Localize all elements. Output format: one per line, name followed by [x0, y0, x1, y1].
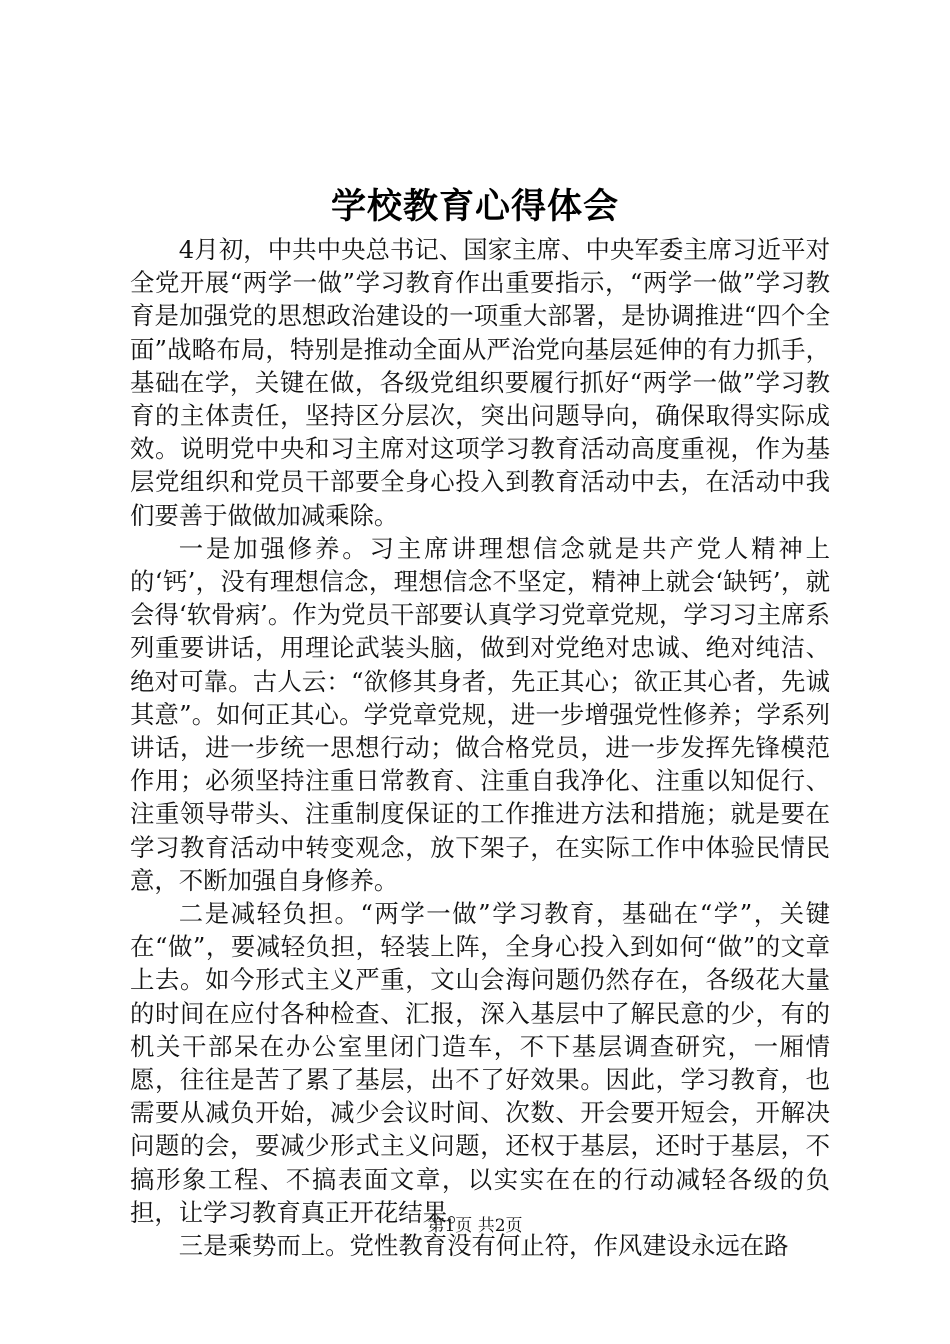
paragraph-momentum: 三是乘势而上。党性教育没有何止符，作风建设永远在路: [178, 1231, 789, 1261]
page-number-footer: 第1页 共2页: [427, 1216, 523, 1236]
paragraph-strengthen-cultivation: 一是加强修养。习主席讲理想信念就是共产党人精神上的‘钙’，没有理想信念，理想信念不坚定，精神上就会‘缺钙’，就会得‘软骨病’。作为党员干部要认真学习党章党规，学习习主席系列重要讲话，用理论武装头脑，做到对党绝对忠诚、绝对纯洁、绝对可靠。古人云：“欲修其身者，先正其心；欲正其心者，先诚其意”。如何正其心。学党章党规，进一步增强党性修养；学系列讲话，进一步统一思想行动；做合格党员，进一步发挥先锋模范作用；必须坚持注重日常教育、注重自我净化、注重以知促行、注重领导带头、注重制度保证的工作推进方法和措施；就是要在学习教育活动中转变观念，放下架子，在实际工作中体验民情民意，不断加强自身修养。: [130, 533, 830, 895]
paragraph-intro: 4月初，中共中央总书记、国家主席、中央军委主席习近平对全党开展“两学一做”学习教育作出重要指示，“两学一做”学习教育是加强党的思想政治建设的一项重大部署，是协调推进“四个全面”战略布局，特别是推动全面从严治党向基层延伸的有力抓手，基础在学，关键在做，各级党组织要履行抓好“两学一做”学习教育的主体责任，坚持区分层次，突出问题导向，确保取得实际成效。说明党中央和习主席对这项学习教育活动高度重视，作为基层党组织和党员干部要全身心投入到教育活动中去，在活动中我们要善于做做加减乘除。: [130, 235, 830, 530]
document-title: 学校教育心得体会: [330, 187, 619, 227]
document-body: [130, 233, 830, 1262]
paragraph-reduce-burden: 二是减轻负担。“两学一做”学习教育，基础在“学”，关键在“做”，要减轻负担，轻装上阵，全身心投入到如何“做”的文章上去。如今形式主义严重，文山会海问题仍然存在，各级花大量的时间在应付各种检查、汇报，深入基层中了解民意的少，有的机关干部呆在办公室里闭门造车，不下基层调查研究，一厢情愿，往往是苦了累了基层，出不了好效果。因此，学习教育，也需要从减负开始，减少会议时间、次数、开会要开短会，开解决问题的会，要减少形式主义问题，还权于基层，还时于基层，不搞形象工程、不搞表面文章，以实实在在的行动减轻各级的负担，让学习教育真正开花结果。: [130, 899, 830, 1227]
